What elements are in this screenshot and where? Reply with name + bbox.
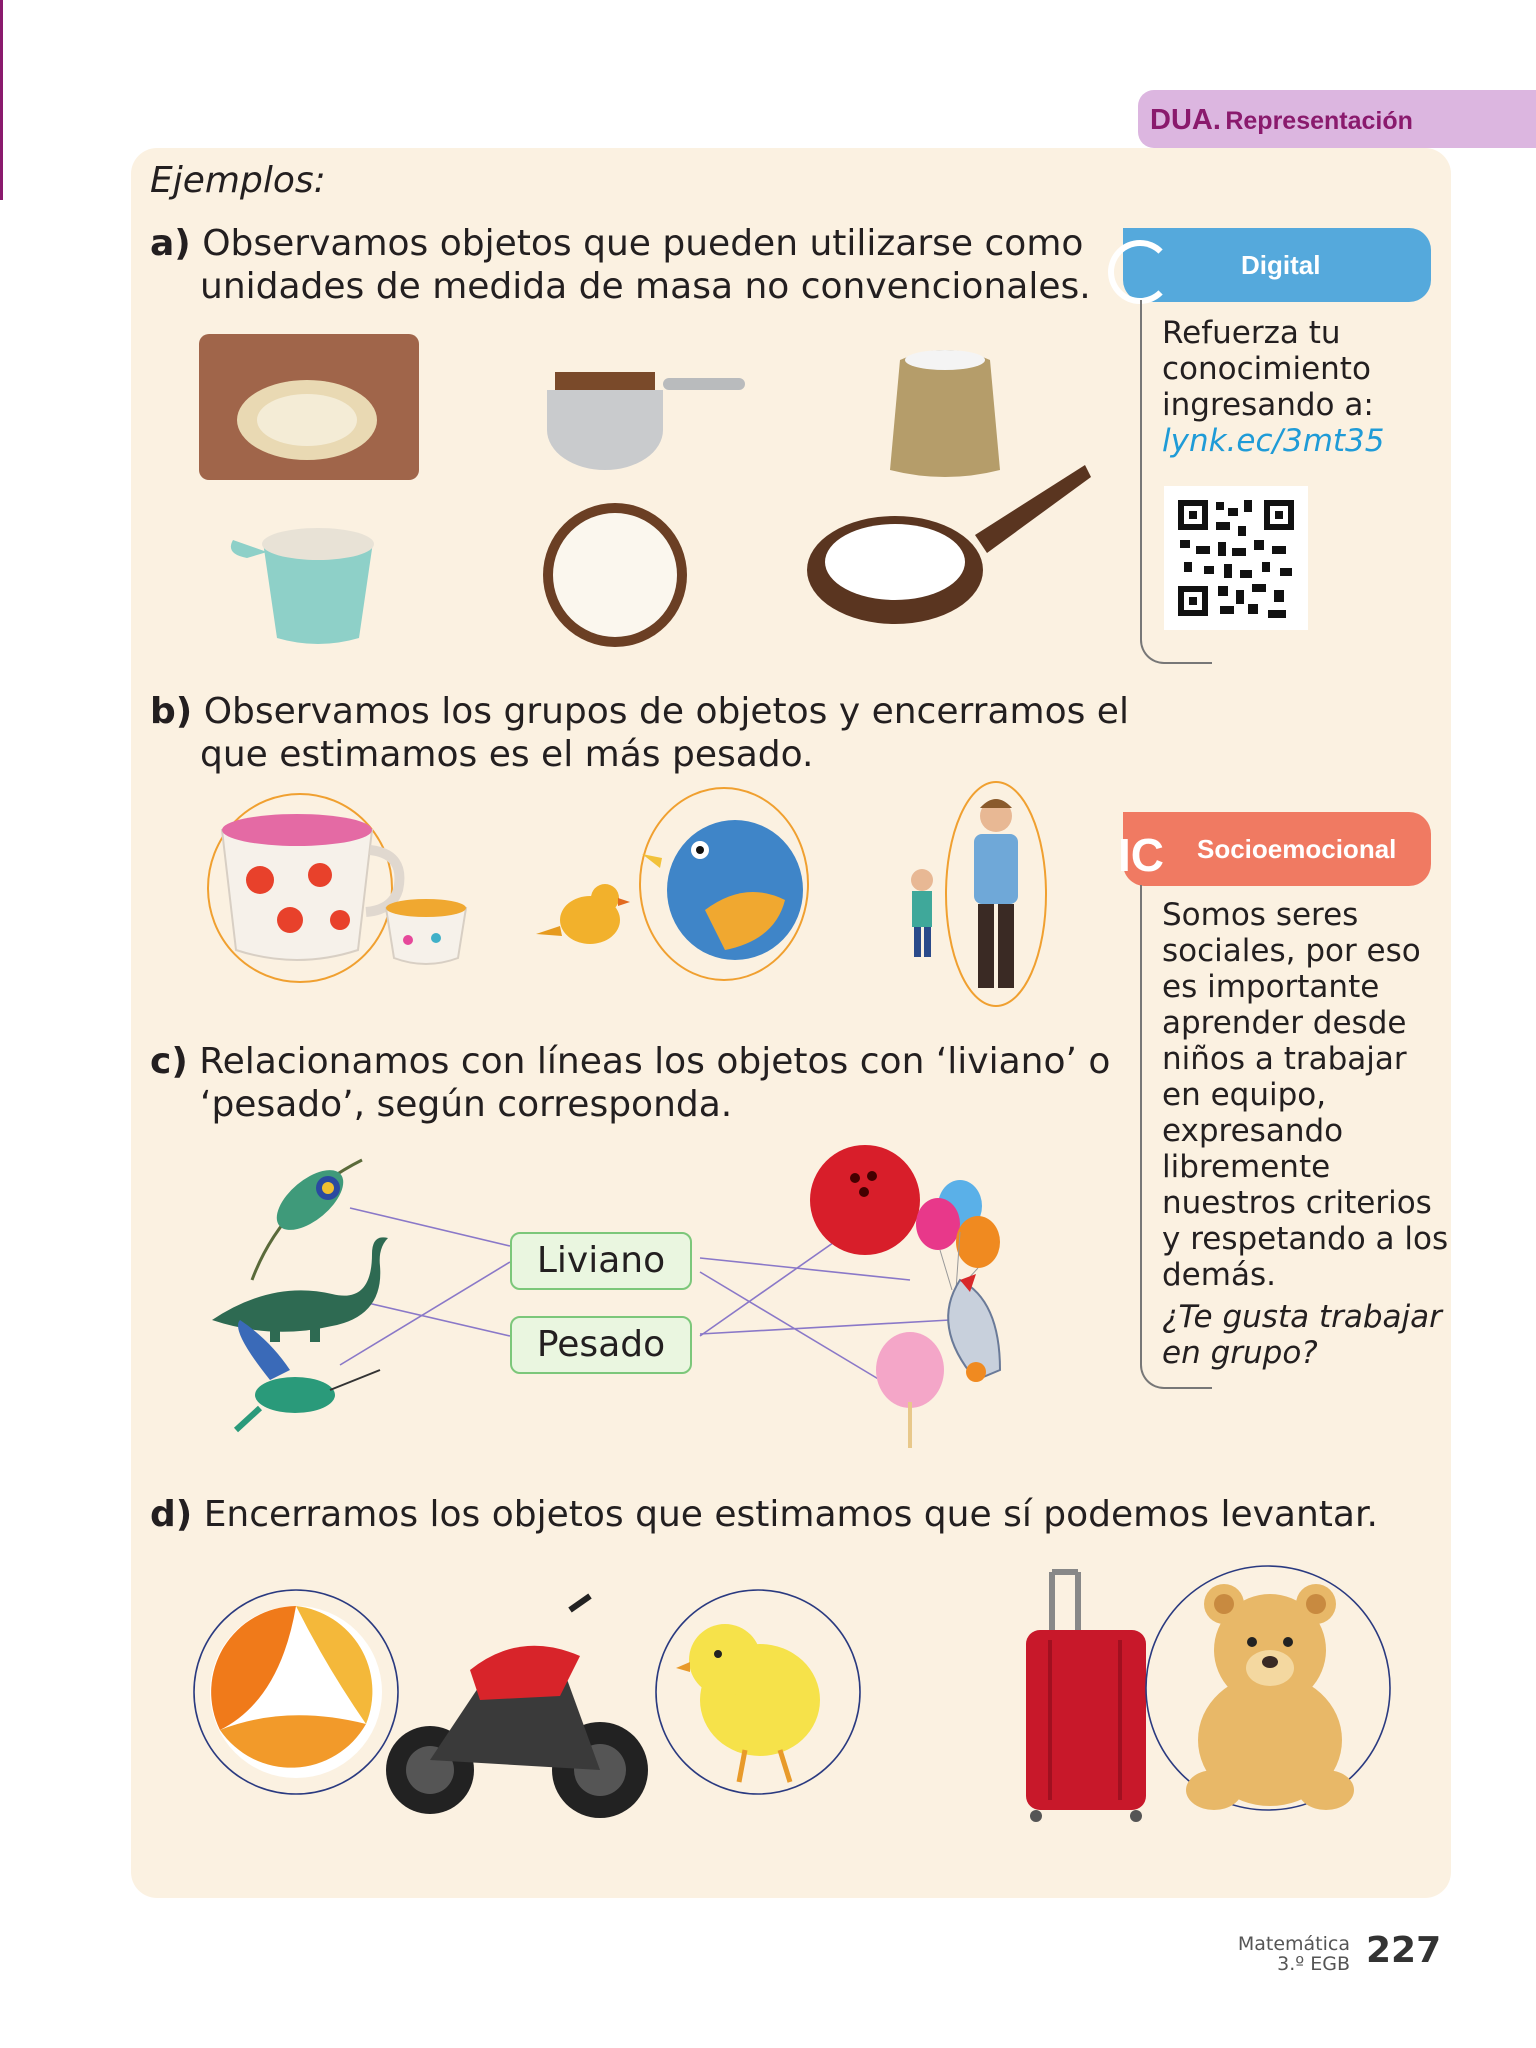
item-a-text: Observamos objetos que pueden utilizarse como unidades de medida de masa no convencionales. bbox=[200, 223, 1091, 307]
dua-label bbox=[1150, 104, 1413, 137]
digital-text bbox=[1162, 315, 1402, 459]
socio-question: ¿Te gusta trabajar en grupo? bbox=[1162, 1299, 1442, 1371]
digital-link[interactable]: lynk.ec/3mt35 bbox=[1162, 423, 1385, 459]
socio-text bbox=[1162, 897, 1452, 1371]
digital-line-3: ingresando a: bbox=[1162, 387, 1374, 423]
cotton-candy-image bbox=[876, 1332, 944, 1448]
balloons-image bbox=[916, 1180, 1000, 1290]
spoon-salt-image bbox=[807, 465, 1091, 624]
digital-title: Digital bbox=[1241, 250, 1321, 280]
item-c-label: c) bbox=[150, 1041, 188, 1082]
socio-logo-icon: IC bbox=[1118, 829, 1164, 881]
item-d bbox=[150, 1493, 1400, 1536]
chick-image bbox=[676, 1624, 820, 1782]
digital-line-2: conocimiento bbox=[1162, 351, 1371, 387]
item-a-images bbox=[195, 330, 1095, 660]
suitcase-image bbox=[1026, 1572, 1146, 1822]
socio-header bbox=[1123, 812, 1431, 886]
footer-subject-name: Matemática bbox=[1237, 1933, 1350, 1955]
socio-body: Somos seres sociales, por eso es importante aprender desde niños a trabajar en equipo, expresando libremente nuestros criterios y respetando a los demás. bbox=[1162, 897, 1449, 1293]
rocket-image bbox=[948, 1274, 1000, 1382]
page-edge-mark bbox=[0, 0, 3, 200]
item-b bbox=[150, 690, 1160, 776]
feather-image bbox=[252, 1159, 362, 1280]
examples-heading: Ejemplos: bbox=[150, 160, 326, 201]
hummingbird-image bbox=[236, 1320, 380, 1430]
item-d-images bbox=[190, 1550, 1440, 1850]
small-bird-image bbox=[536, 884, 630, 944]
big-cup-image bbox=[222, 814, 399, 960]
page-number: 227 bbox=[1366, 1930, 1442, 1971]
pesado-box[interactable]: Pesado bbox=[510, 1316, 692, 1374]
digital-logo-icon bbox=[1108, 240, 1172, 304]
digital-line-1: Refuerza tu bbox=[1162, 315, 1341, 351]
hands-rice-image bbox=[199, 334, 419, 480]
teddy-bear-image bbox=[1186, 1584, 1354, 1810]
dua-title: DUA. bbox=[1150, 104, 1221, 136]
beach-ball-image bbox=[210, 1606, 382, 1778]
big-bird-image bbox=[642, 820, 803, 960]
man-image bbox=[974, 799, 1018, 988]
socio-title: Socioemocional bbox=[1197, 834, 1397, 864]
child-image bbox=[911, 869, 933, 957]
liviano-box[interactable]: Liviano bbox=[510, 1232, 692, 1290]
footer-grade: 3.º EGB bbox=[1277, 1953, 1350, 1975]
item-b-label: b) bbox=[150, 691, 193, 732]
motorcycle-image bbox=[386, 1596, 648, 1818]
matching-exercise bbox=[200, 1140, 1120, 1450]
item-c-text: Relacionamos con líneas los objetos con ‘liviano’ o ‘pesado’, según corresponda. bbox=[199, 1041, 1111, 1125]
cup-cereal-image bbox=[547, 372, 745, 470]
item-a-label: a) bbox=[150, 223, 191, 264]
bowl-flour-image bbox=[543, 503, 687, 647]
small-cup-image bbox=[386, 899, 466, 964]
bowling-ball-image bbox=[810, 1145, 920, 1255]
item-d-text: Encerramos los objetos que estimamos que sí podemos levantar. bbox=[203, 1494, 1378, 1535]
blue-cup-flour-image bbox=[231, 528, 374, 644]
footer-subject bbox=[1190, 1934, 1350, 1974]
item-b-text: Observamos los grupos de objetos y encerramos el que estimamos es el más pesado. bbox=[200, 691, 1129, 775]
dua-subtitle: Representación bbox=[1225, 107, 1413, 135]
item-b-images bbox=[200, 780, 1080, 1010]
item-d-label: d) bbox=[150, 1494, 193, 1535]
qr-code-icon[interactable] bbox=[1164, 486, 1308, 630]
sack-image bbox=[890, 350, 1000, 477]
item-a bbox=[150, 222, 1160, 308]
item-c bbox=[150, 1040, 1160, 1126]
